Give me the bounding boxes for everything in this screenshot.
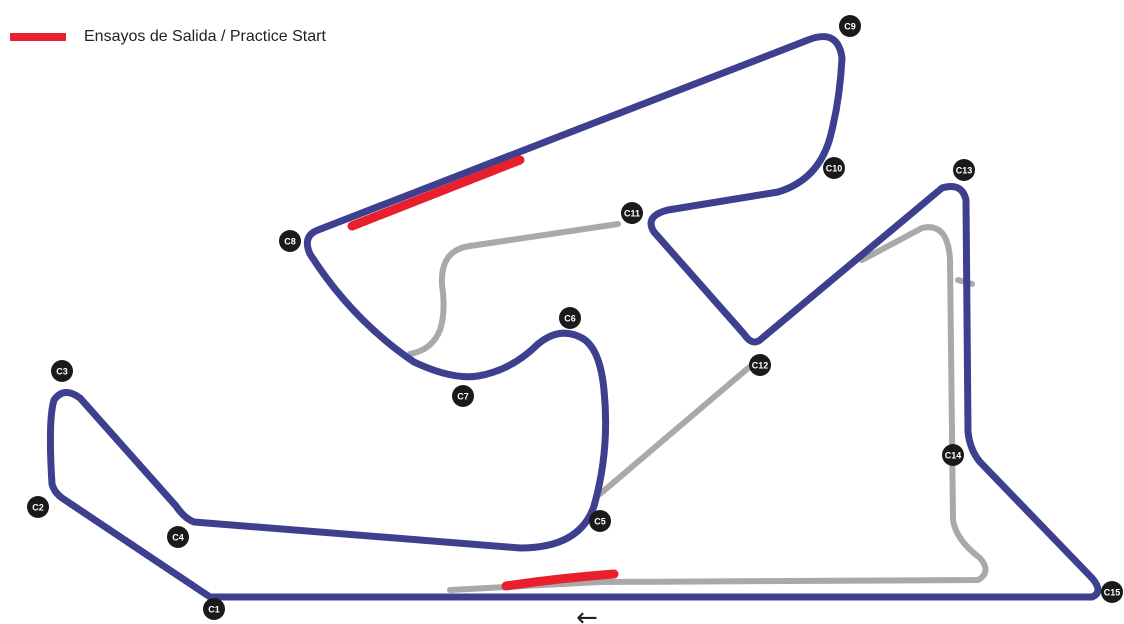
corner-badge-c4: [167, 526, 189, 548]
corner-badge-c13: [953, 159, 975, 181]
corner-label: C11: [623, 208, 641, 219]
corner-label: C3: [56, 366, 68, 377]
corner-badge-c8: [279, 230, 301, 252]
corner-badge-c11: [621, 202, 643, 224]
corner-badge-c10: [823, 157, 845, 179]
corner-badge-c15: [1101, 581, 1123, 603]
corner-label: C7: [457, 391, 469, 402]
legend-label: Ensayos de Salida / Practice Start: [84, 28, 326, 45]
corner-badge-c3: [51, 360, 73, 382]
corner-badge-c9: [839, 15, 861, 37]
corner-label: C5: [594, 516, 606, 527]
corner-badge-c6: [559, 307, 581, 329]
practice-start-north: [352, 160, 520, 226]
corner-label: C4: [172, 532, 184, 543]
corner-label: C1: [208, 604, 220, 615]
corner-badge-c5: [589, 510, 611, 532]
corner-badge-c12: [749, 354, 771, 376]
corner-label: C15: [1103, 587, 1121, 598]
corner-label: C6: [564, 313, 576, 324]
corner-label: C9: [844, 21, 856, 32]
corner-label: C10: [825, 163, 843, 174]
secondary-track-c5-c12-link: [600, 358, 760, 494]
corner-label: C13: [955, 165, 973, 176]
corner-label: C12: [751, 360, 769, 371]
corner-badge-c7: [452, 385, 474, 407]
corner-badge-c14: [942, 444, 964, 466]
corner-label: C8: [284, 236, 296, 247]
corner-label: C14: [944, 450, 962, 461]
corner-badge-c2: [27, 496, 49, 518]
corner-label: C2: [32, 502, 44, 513]
secondary-track-inner-link: [410, 224, 618, 354]
secondary-track-east-loop: [450, 227, 986, 590]
arrow-left-icon: ←: [576, 603, 598, 624]
corner-badge-c1: [203, 598, 225, 620]
